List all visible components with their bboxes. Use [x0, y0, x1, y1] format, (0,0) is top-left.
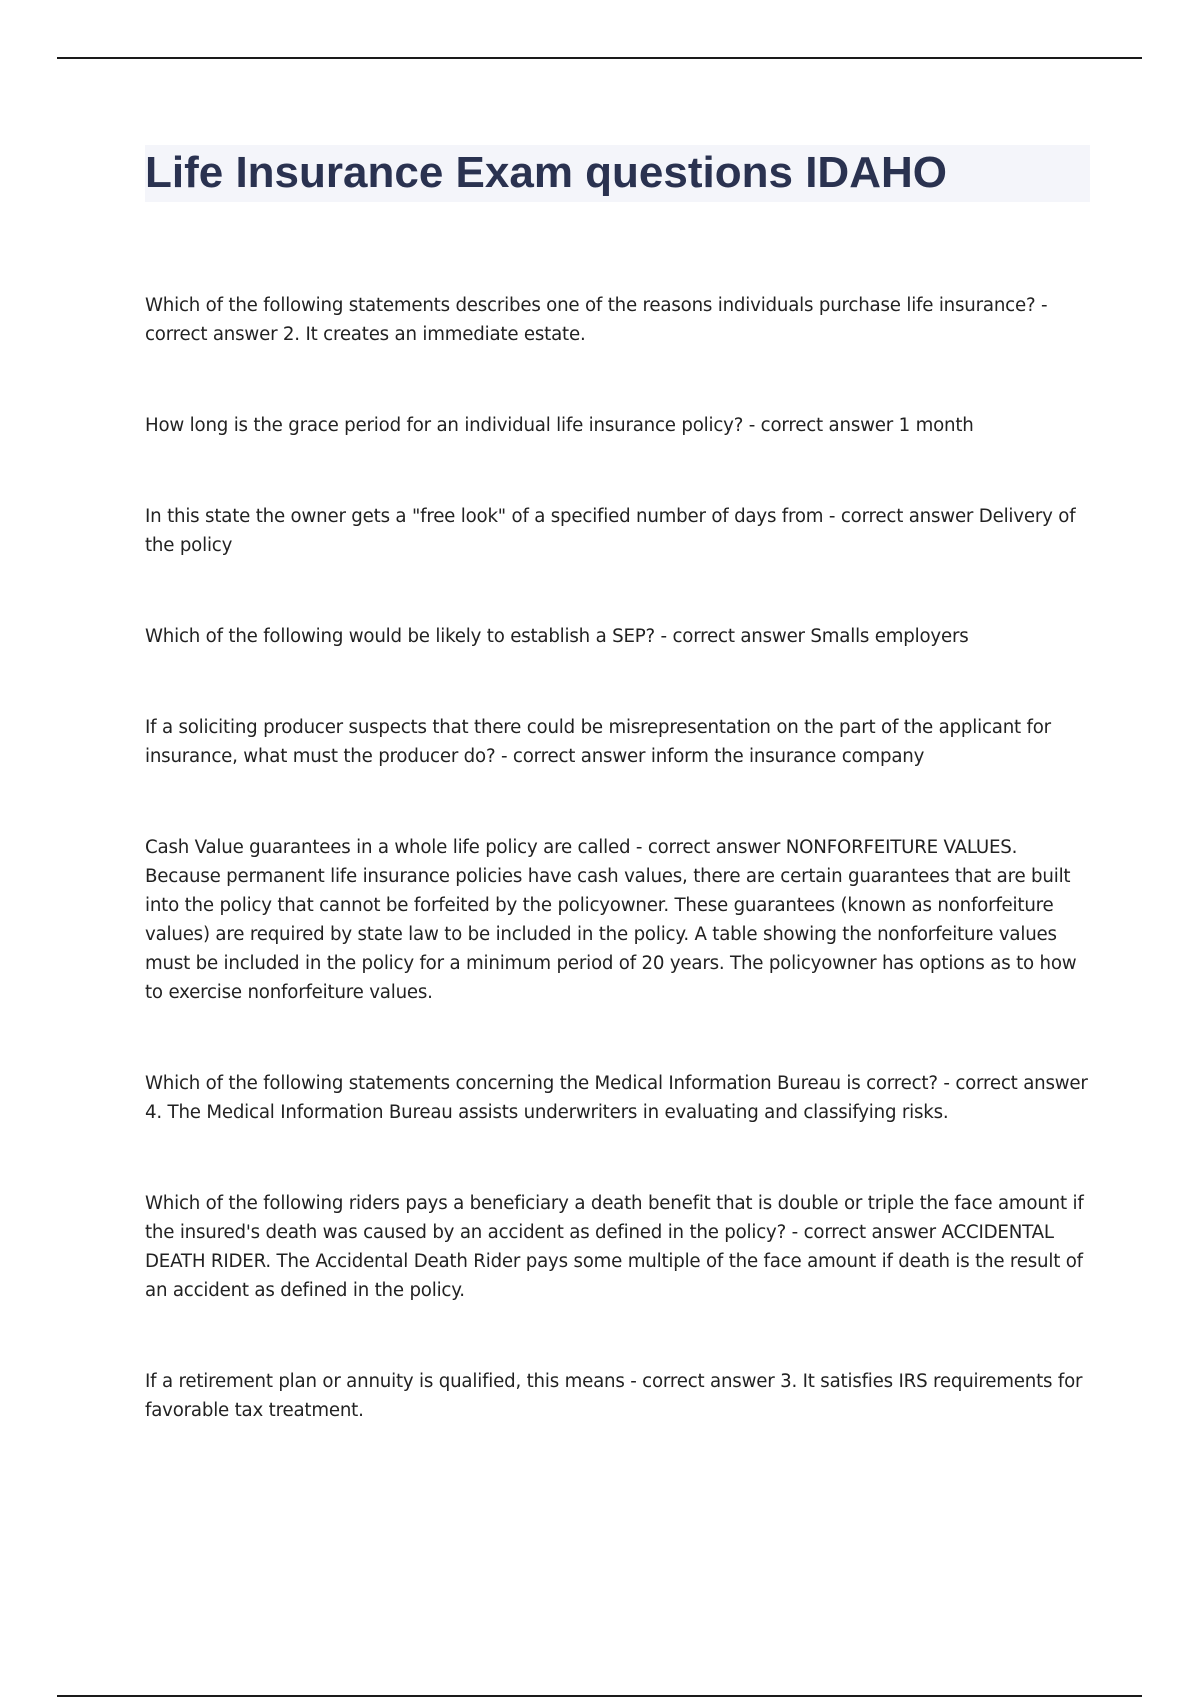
qa-list [145, 291, 1095, 1487]
bottom-rule [57, 1695, 1142, 1697]
qa-item: If a retirement plan or annuity is qualified, this means - correct answer 3. It satisfies IRS requirements for favorable tax treatment. [145, 1371, 1083, 1421]
qa-item: Which of the following riders pays a beneficiary a death benefit that is double or triple the face amount if the insured's death was caused by an accident as defined in the policy? - correct answer ACCIDENTAL DEATH RIDER. The Accidental Death Rider pays some multiple of the face amount if death is the result of an accident as defined in the policy. [145, 1193, 1084, 1301]
qa-item: Which of the following statements concerning the Medical Information Bureau is correct? - correct answer 4. The Medical Information Bureau assists underwriters in evaluating and classifying risks. [145, 1073, 1088, 1123]
qa-item: Which of the following statements describes one of the reasons individuals purchase life insurance? - correct answer 2. It creates an immediate estate. [145, 295, 1048, 345]
qa-item: Which of the following would be likely to establish a SEP? - correct answer Smalls employers [145, 626, 969, 647]
qa-item: In this state the owner gets a "free look" of a specified number of days from - correct answer Delivery of the policy [145, 506, 1076, 556]
qa-item: Cash Value guarantees in a whole life policy are called - correct answer NONFORFEITURE VALUES. Because permanent life insurance policies have cash values, there are certain guarantees that are built into the policy that cannot be forfeited by the policyowner. These guarantees (known as nonforfeiture values) are required by state law to be included in the policy. A table showing the nonforfeiture values must be included in the policy for a minimum period of 20 years. The policyowner has options as to how to exercise nonforfeiture values. [145, 837, 1077, 1003]
top-rule [57, 57, 1142, 59]
qa-item: If a soliciting producer suspects that there could be misrepresentation on the part of the applicant for insurance, what must the producer do? - correct answer inform the insurance company [145, 717, 1051, 767]
document-title: Life Insurance Exam questions IDAHO [145, 148, 947, 197]
qa-item: How long is the grace period for an individual life insurance policy? - correct answer 1 month [145, 415, 974, 436]
